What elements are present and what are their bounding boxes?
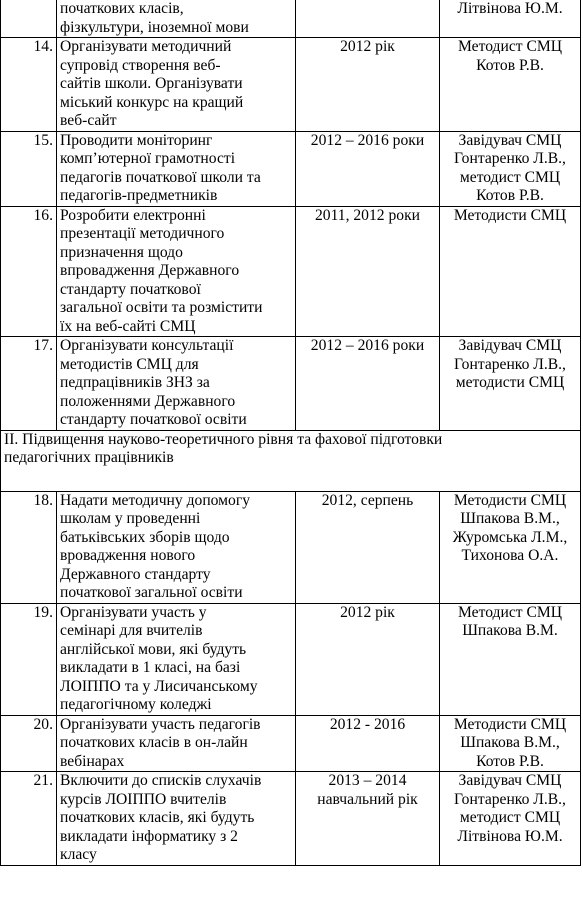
- table-row: [1, 491, 581, 603]
- row-number: [1, 0, 57, 38]
- responsible-cell: Методист СМЦ Шпакова В.М.: [440, 603, 581, 715]
- table-row: [1, 131, 581, 206]
- row-number: 19.: [1, 603, 57, 715]
- term-cell: 2012 рік: [296, 38, 440, 132]
- task-cell: Організувати участь педагогів початкових класів в он-лайн вебінарах: [57, 715, 296, 772]
- responsible-cell: Завідувач СМЦ Гонтаренко Л.В., методист СМЦ Котов Р.В.: [440, 131, 581, 206]
- term-cell: 2012, серпень: [296, 491, 440, 603]
- table-row: [1, 772, 581, 866]
- responsible-cell: Методисти СМЦ Шпакова В.М., Котов Р.В.: [440, 715, 581, 772]
- responsible-cell: Завідувач СМЦ Гонтаренко Л.В., методист СМЦ Літвінова Ю.М.: [440, 772, 581, 866]
- task-cell: початкових класів, фізкультури, іноземної мови: [57, 0, 296, 38]
- term-cell: 2012 – 2016 роки: [296, 131, 440, 206]
- row-number: 21.: [1, 772, 57, 866]
- task-cell: Організувати консультації методистів СМЦ для педпрацівників ЗНЗ за положеннями Державного стандарту початкової освіти: [57, 337, 296, 431]
- row-number: 17.: [1, 337, 57, 431]
- row-number: 15.: [1, 131, 57, 206]
- responsible-cell: Методисти СМЦ: [440, 206, 581, 337]
- table-row: [1, 603, 581, 715]
- term-cell: 2011, 2012 роки: [296, 206, 440, 337]
- table-row: [1, 337, 581, 431]
- term-cell: 2012 - 2016: [296, 715, 440, 772]
- term-cell: 2012 рік: [296, 603, 440, 715]
- row-number: 20.: [1, 715, 57, 772]
- task-cell: Організувати методичний супровід створення веб- сайтів школи. Організувати міський конкурс на кращий веб-сайт: [57, 38, 296, 132]
- task-cell: Проводити моніторинг комп’ютерної грамотності педагогів початкової школи та педагогів-предметників: [57, 131, 296, 206]
- task-cell: Організувати участь у семінарі для вчителів англійської мови, які будуть викладати в 1 класі, на базі ЛОІППО та у Лисичанському педагогічному коледжі: [57, 603, 296, 715]
- term-cell: 2013 – 2014 навчальний рік: [296, 772, 440, 866]
- responsible-cell: Методист СМЦ Котов Р.В.: [440, 38, 581, 132]
- row-number: 18.: [1, 491, 57, 603]
- responsible-cell: Методисти СМЦ Шпакова В.М., Журомська Л.М., Тихонова О.А.: [440, 491, 581, 603]
- task-cell: Надати методичну допомогу школам у проведенні батьківських зборів щодо вровадження нового Державного стандарту початкової загальної освіти: [57, 491, 296, 603]
- table-row: [1, 715, 581, 772]
- section-title: ІІ. Підвищення науково-теоретичного рівня та фахової підготовки педагогічних працівників: [1, 430, 581, 491]
- term-cell: [296, 0, 440, 38]
- term-cell: 2012 – 2016 роки: [296, 337, 440, 431]
- row-number: 14.: [1, 38, 57, 132]
- task-cell: Розробити електронні презентації методичного призначення щодо впровадження Державного стандарту початкової загальної освіти та розмістити їх на веб-сайті СМЦ: [57, 206, 296, 337]
- responsible-cell: Завідувач СМЦ Гонтаренко Л.В., методисти СМЦ: [440, 337, 581, 431]
- responsible-cell: Літвінова Ю.М.: [440, 0, 581, 38]
- table-row: [1, 0, 581, 38]
- table-row: [1, 38, 581, 132]
- section-header-row: [1, 430, 581, 491]
- table-row: [1, 206, 581, 337]
- task-cell: Включити до списків слухачів курсів ЛОІППО вчителів початкових класів, які будуть викладати інформатику з 2 класу: [57, 772, 296, 866]
- row-number: 16.: [1, 206, 57, 337]
